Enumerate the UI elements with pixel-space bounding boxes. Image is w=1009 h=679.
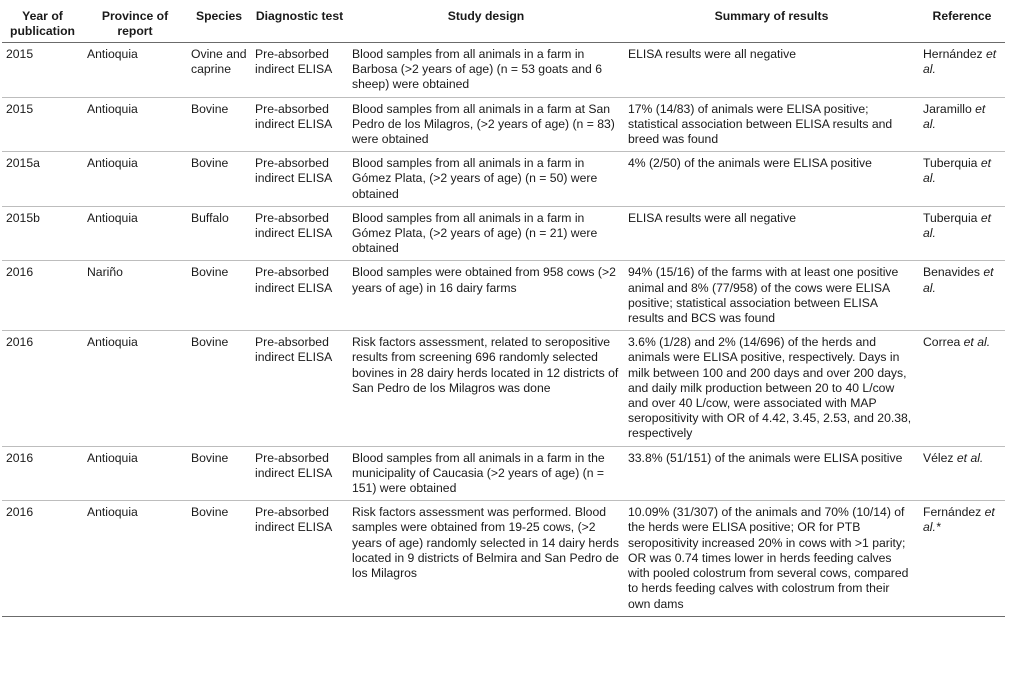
cell-design: Blood samples were obtained from 958 cows (>2 years of age) in 16 dairy farms (348, 261, 624, 331)
cell-species: Ovine and caprine (187, 43, 251, 98)
header-species: Species (187, 4, 251, 43)
cell-year: 2015a (2, 152, 83, 207)
ref-author: Benavides (923, 265, 980, 280)
cell-province: Antioquia (83, 501, 187, 616)
ref-etal: et al. (923, 156, 991, 186)
cell-summary: ELISA results were all negative (624, 206, 919, 261)
cell-year: 2015 (2, 97, 83, 152)
cell-province: Antioquia (83, 331, 187, 446)
cell-species: Bovine (187, 152, 251, 207)
cell-year: 2015b (2, 206, 83, 261)
cell-diagnostic: Pre-absorbed indirect ELISA (251, 446, 348, 501)
cell-province: Antioquia (83, 446, 187, 501)
studies-table (2, 4, 1005, 617)
cell-reference (919, 43, 1005, 98)
ref-etal: et al.* (923, 505, 995, 535)
table-row (2, 97, 1005, 152)
cell-design: Blood samples from all animals in a farm in Barbosa (>2 years of age) (n = 53 goats and 6 sheep) were obtained (348, 43, 624, 98)
cell-diagnostic: Pre-absorbed indirect ELISA (251, 206, 348, 261)
cell-summary: 33.8% (51/151) of the animals were ELISA positive (624, 446, 919, 501)
ref-etal: et al. (923, 101, 986, 131)
ref-etal: et al. (923, 210, 991, 241)
cell-reference (919, 446, 1005, 501)
cell-design: Blood samples from all animals in a farm in the municipality of Caucasia (>2 years of age) (n = 151) were obtained (348, 446, 624, 501)
cell-design: Blood samples from all animals in a farm at San Pedro de los Milagros, (>2 years of age) (n = 83) were obtained (348, 97, 624, 152)
table-row (2, 152, 1005, 207)
ref-author: Fernández (923, 505, 982, 520)
cell-reference (919, 152, 1005, 207)
ref-author: Hernández (923, 47, 983, 61)
cell-summary: 10.09% (31/307) of the animals and 70% (10/14) of the herds were ELISA positive; OR for PTB seropositivity increased 20% in cows with >1 parity; OR was 0.74 times lower in herds feeding calves with pooled colostrum from several cows, compared to herds feeding calves with colostrum from their own dams (624, 501, 919, 616)
cell-summary: 4% (2/50) of the animals were ELISA positive (624, 152, 919, 207)
cell-diagnostic: Pre-absorbed indirect ELISA (251, 261, 348, 331)
cell-design: Risk factors assessment was performed. Blood samples were obtained from 19-25 cows, (>2 years of age) randomly selected in 14 dairy herds located in 9 districts of Belmira and San Pedro de los Milagros (348, 501, 624, 616)
cell-reference (919, 501, 1005, 616)
cell-species: Bovine (187, 97, 251, 152)
cell-design: Blood samples from all animals in a farm in Gómez Plata, (>2 years of age) (n = 21) were obtained (348, 206, 624, 261)
ref-author: Vélez (923, 450, 954, 465)
table-row (2, 261, 1005, 331)
cell-reference (919, 206, 1005, 261)
cell-year: 2016 (2, 501, 83, 616)
cell-diagnostic: Pre-absorbed indirect ELISA (251, 152, 348, 207)
cell-design: Blood samples from all animals in a farm in Gómez Plata, (>2 years of age) (n = 50) were obtained (348, 152, 624, 207)
cell-province: Antioquia (83, 97, 187, 152)
cell-province: Nariño (83, 261, 187, 331)
table-row (2, 206, 1005, 261)
ref-author: Correa (923, 335, 961, 350)
cell-species: Bovine (187, 261, 251, 331)
ref-author: Tuberquia (923, 156, 978, 171)
ref-etal: et al. (923, 47, 997, 77)
cell-summary: 17% (14/83) of animals were ELISA positive; statistical association between ELISA results and breed was found (624, 97, 919, 152)
header-study-design: Study design (348, 4, 624, 43)
cell-design: Risk factors assessment, related to seropositive results from screening 696 randomly selected bovines in 28 dairy herds located in 12 districts of San Pedro de los Milagros was done (348, 331, 624, 446)
cell-year: 2015 (2, 43, 83, 98)
cell-species: Bovine (187, 446, 251, 501)
ref-etal: et al. (956, 450, 984, 465)
cell-species: Bovine (187, 331, 251, 446)
cell-summary: 94% (15/16) of the farms with at least one positive animal and 8% (77/958) of the cows were ELISA positive; statistical association between ELISA results and BCS was found (624, 261, 919, 331)
table-row (2, 331, 1005, 446)
header-row (2, 4, 1005, 43)
table-row (2, 446, 1005, 501)
ref-author: Jaramillo (923, 101, 972, 116)
cell-diagnostic: Pre-absorbed indirect ELISA (251, 501, 348, 616)
ref-etal: et al. (923, 265, 994, 295)
cell-year: 2016 (2, 446, 83, 501)
header-diagnostic-test: Diagnostic test (251, 4, 348, 43)
cell-province: Antioquia (83, 152, 187, 207)
table-row (2, 43, 1005, 98)
cell-summary: ELISA results were all negative (624, 43, 919, 98)
cell-diagnostic: Pre-absorbed indirect ELISA (251, 97, 348, 152)
header-summary: Summary of results (624, 4, 919, 43)
cell-reference (919, 261, 1005, 331)
header-reference: Reference (919, 4, 1005, 43)
cell-year: 2016 (2, 261, 83, 331)
cell-species: Buffalo (187, 206, 251, 261)
cell-species: Bovine (187, 501, 251, 616)
cell-province: Antioquia (83, 43, 187, 98)
header-province: Province of report (83, 4, 187, 43)
ref-author: Tuberquia (923, 210, 978, 225)
cell-summary: 3.6% (1/28) and 2% (14/696) of the herds and animals were ELISA positive, respectively. Days in milk between 100 and 200 days and over 200 days, and daily milk production between 20 to 40 L/cow and over 40 L/cow, were associated with MAP seropositivity with OR of 4.42, 3.45, 2.53, and 20.38, respectively (624, 331, 919, 446)
cell-diagnostic: Pre-absorbed indirect ELISA (251, 43, 348, 98)
cell-reference (919, 97, 1005, 152)
cell-diagnostic: Pre-absorbed indirect ELISA (251, 331, 348, 446)
cell-province: Antioquia (83, 206, 187, 261)
cell-reference (919, 331, 1005, 446)
header-year: Year of publication (2, 4, 83, 43)
table-row (2, 501, 1005, 616)
ref-etal: et al. (963, 335, 991, 350)
cell-year: 2016 (2, 331, 83, 446)
